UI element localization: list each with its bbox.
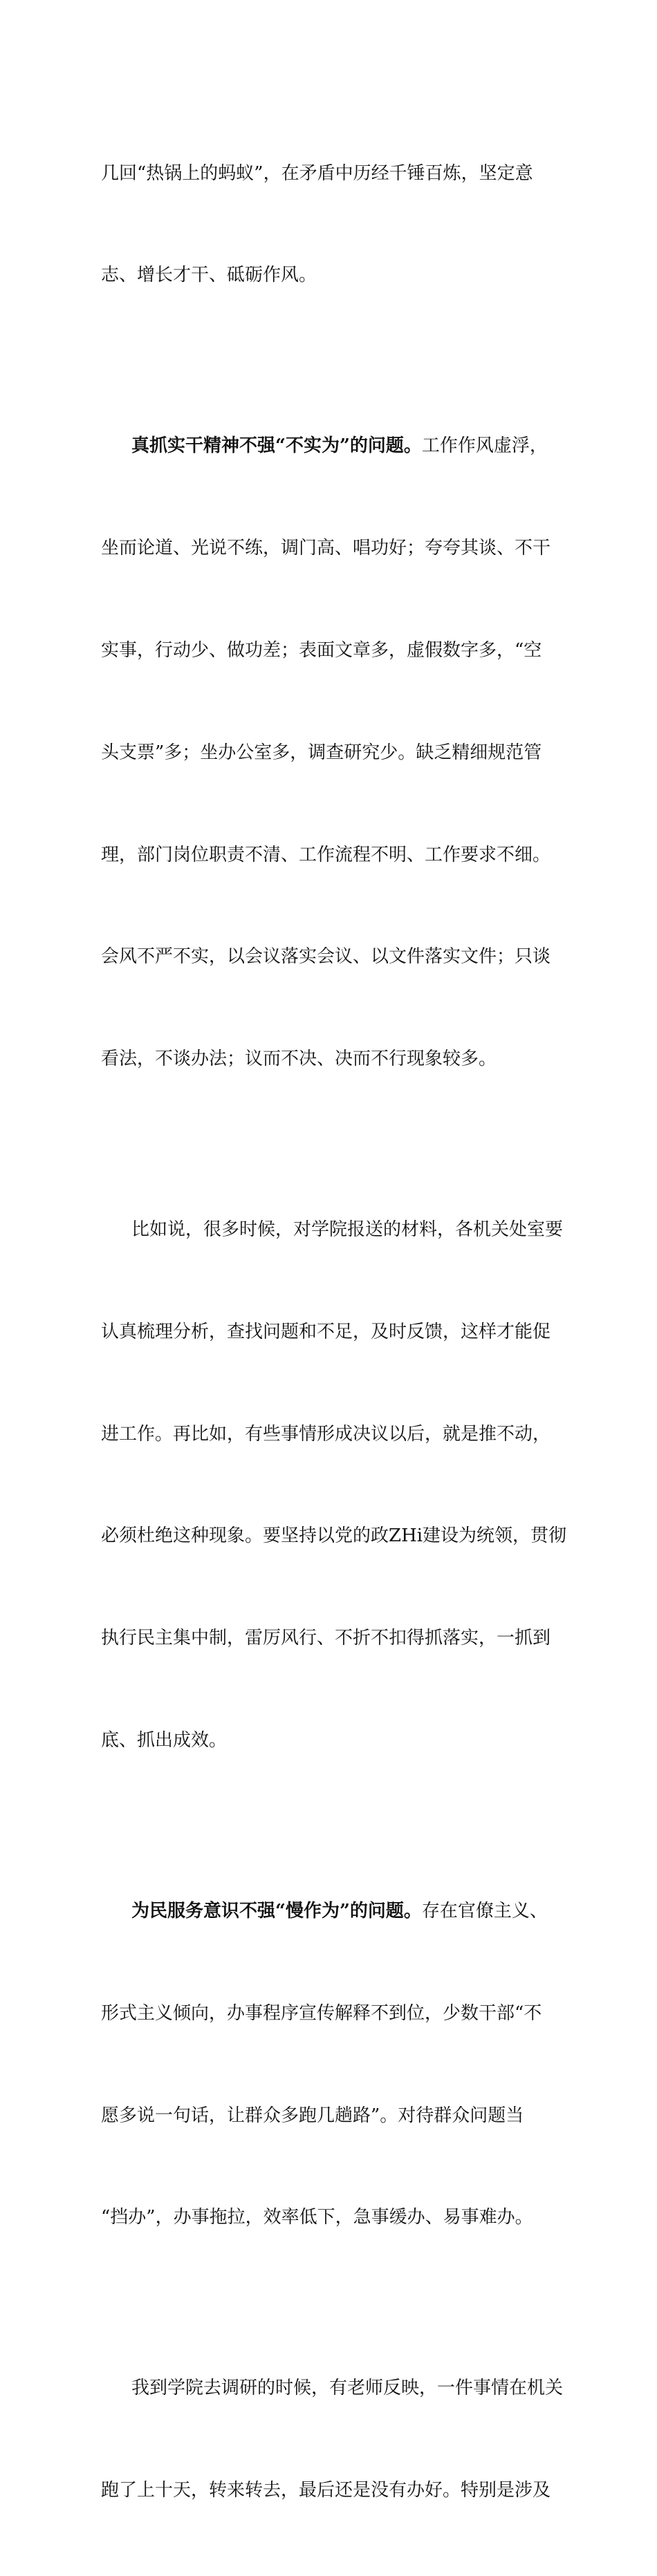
paragraph-body <box>101 2303 564 2575</box>
text-line-first <box>101 1895 557 1928</box>
text-line-first: 我到学院去调研的时候，有老师反映，一件事情在机关 <box>131 2377 564 2398</box>
text-line: 跑了上十天，转来转去，最后还是没有办好。特别是涉及 <box>101 2479 551 2501</box>
text-line: 认真梳理分析，查找问题和不足，及时反馈，这样才能促 <box>101 1321 551 1342</box>
text-line: 看法，不谈办法；议而不决、决而不行现象较多。 <box>101 1049 497 1070</box>
document-body <box>101 88 567 2576</box>
heading-line-rest: 工作作风虚浮， <box>421 435 548 456</box>
text-line: “挡办”，办事拖拉，效率低下，急事缓办、易事难办。 <box>101 2207 533 2228</box>
paragraph-heading: 真抓实干精神不强“不实为”的问题。 <box>131 435 422 456</box>
heading-line-rest: 存在官僚主义、 <box>421 1900 548 1921</box>
paragraph-heading-manzuowei <box>101 1826 557 2303</box>
text-line: 执行民主集中制，雷厉风行、不折不扣得抓落实，一抓到 <box>101 1628 551 1649</box>
text-line: 头支票”多；坐办公室多，调查研究少。缺乏精细规范管 <box>101 742 542 763</box>
paragraph-continuation <box>101 88 557 361</box>
text-line: 形式主义倾向，办事程序宣传解释不到位，少数干部“不 <box>101 2002 542 2024</box>
paragraph-heading: 为民服务意识不强“慢作为”的问题。 <box>131 1900 422 1921</box>
paragraph-heading-shishi <box>101 361 557 1145</box>
text-line: 进工作。再比如，有些事情形成决议以后，就是推不动， <box>101 1423 551 1445</box>
text-line: 底、抓出成效。 <box>101 1730 228 1751</box>
text-line: 志、增长才干、砥砺作风。 <box>101 265 317 286</box>
text-line: 坐而论道、光说不练，调门高、唱功好；夸夸其谈、不干 <box>101 537 551 558</box>
text-line-first: 比如说，很多时候，对学院报送的材料，各机关处室要 <box>131 1219 564 1240</box>
text-line: 会风不严不实，以会议落实会议、以文件落实文件；只谈 <box>101 946 551 968</box>
text-line-first <box>101 429 557 463</box>
text-line: 理，部门岗位职责不清、工作流程不明、工作要求不细。 <box>101 844 551 865</box>
paragraph-body <box>101 1145 567 1826</box>
text-line: 必须杜绝这种现象。要坚持以党的政ZHi建设为统领，贯彻 <box>101 1525 567 1547</box>
text-line: 实事，行动少、做功差；表面文章多，虚假数字多，“空 <box>101 639 542 661</box>
text-line: 愿多说一句话，让群众多跑几趟路”。对待群众问题当 <box>101 2105 524 2126</box>
text-line: 几回“热锅上的蚂蚁”，在矛盾中历经千锤百炼，坚定意 <box>101 162 533 184</box>
